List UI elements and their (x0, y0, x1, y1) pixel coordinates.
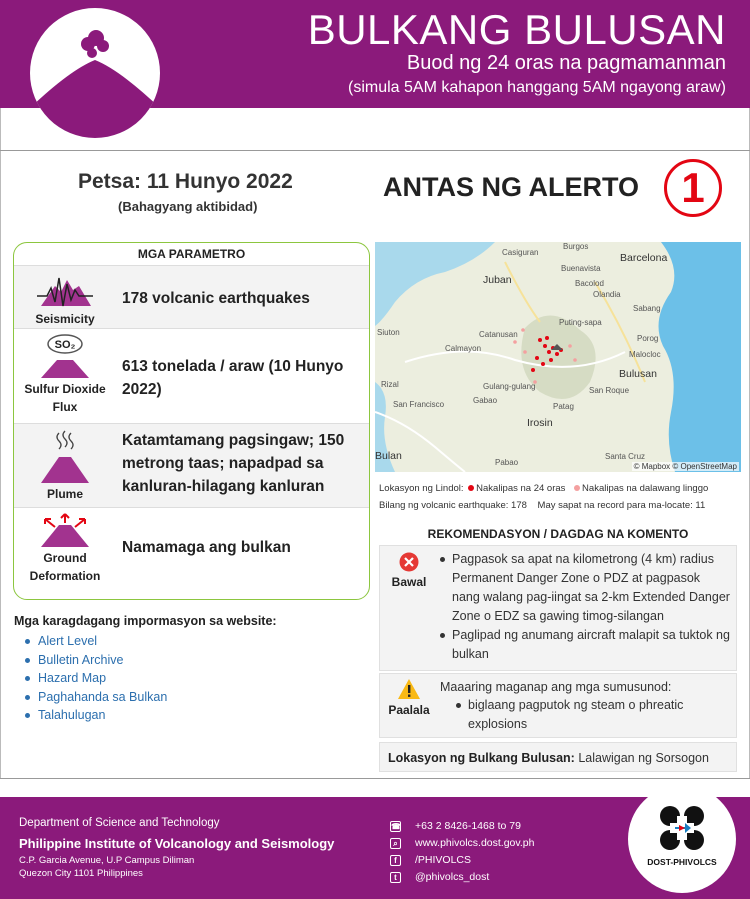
legend-recent-dot (468, 485, 474, 491)
volcano-logo-icon (30, 8, 160, 138)
map-town: Gulang-gulang (483, 382, 536, 391)
link-hazard-map[interactable]: Hazard Map (24, 669, 167, 688)
legend-recent: Nakalipas na 24 oras (476, 483, 566, 494)
sulfur-dioxide-icon (35, 334, 95, 380)
activity-level: (Bahagyang aktibidad) (118, 199, 258, 214)
parameter-label: Ground Deformation (29, 551, 101, 583)
dost-logo-label: DOST-PHIVOLCS (647, 857, 717, 867)
warning-icon (397, 678, 421, 700)
parameters-panel (13, 242, 370, 600)
alert-level-label: ANTAS NG ALERTO (383, 172, 639, 202)
legend-older-dot (574, 485, 580, 491)
bulletin-date: Petsa: 11 Hunyo 2022 (78, 170, 293, 193)
seismicity-icon (35, 272, 95, 310)
map-town: Irosin (527, 417, 553, 429)
web-search-icon: ⌕ (390, 838, 401, 849)
map-town: Buenavista (561, 264, 601, 273)
map-town: Bulan (375, 450, 402, 462)
parameters-title: MGA PARAMETRO (137, 247, 246, 261)
footer-institute: Philippine Institute of Volcanology and Seismology (19, 836, 335, 851)
link-alert-level[interactable]: Alert Level (24, 632, 167, 651)
footer-website[interactable]: ⌕ www.phivolcs.dost.gov.ph (390, 837, 534, 849)
link-talahulugan[interactable]: Talahulugan (24, 706, 167, 725)
map-town: Siuton (377, 328, 400, 337)
recommendations-title: REKOMENDASYON / DAGDAG NA KOMENTO (427, 527, 689, 541)
map-town: Pabao (495, 458, 519, 467)
footer-facebook[interactable]: f /PHIVOLCS (390, 854, 471, 866)
map-town: Rizal (381, 380, 399, 389)
quake-count-text: Bilang ng volcanic earthquake: 178 (379, 500, 527, 511)
ground-deformation-icon (35, 513, 95, 549)
footer-department: Department of Science and Technology (19, 817, 220, 829)
parameter-label: Plume (46, 487, 83, 501)
bawal-list (440, 550, 730, 664)
legend-older: Nakalipas na dalawang linggo (582, 483, 709, 494)
earthquake-map[interactable] (375, 242, 741, 472)
location-value: Lalawigan ng Sorsogon (578, 751, 709, 765)
map-town: Barcelona (620, 252, 668, 264)
earthquake-count (379, 500, 705, 511)
bulletin-subtitle: Buod ng 24 oras na pagmamanman (406, 52, 726, 74)
parameter-row-seismicity (14, 265, 369, 328)
parameter-value: 613 tonelada / araw (10 Hunyo 2022) (122, 358, 344, 398)
map-town: Juban (483, 274, 512, 286)
map-town: Sabang (633, 304, 661, 313)
paalala-box (379, 673, 737, 738)
bawal-item: Paglipad ng anumang aircraft malapit sa tuktok ng bulkan (440, 626, 730, 664)
parameter-row-ground-deformation (14, 507, 369, 600)
map-town: Casiguran (502, 248, 539, 257)
so2-icon-text: SO₂ (54, 339, 76, 351)
footer-twitter[interactable]: t @phivolcs_dost (390, 871, 489, 883)
more-info-title: Mga karagdagang impormasyon sa website: (14, 614, 277, 628)
map-town: Patag (553, 402, 574, 411)
map-town: Calmayon (445, 344, 482, 353)
link-paghahanda[interactable]: Paghahanda sa Bulkan (24, 688, 167, 707)
header-divider (0, 150, 750, 151)
map-town: Porog (637, 334, 659, 343)
footer-address-line1: C.P. Garcia Avenue, U.P Campus Diliman (19, 855, 195, 866)
map-town: Olandia (593, 290, 621, 299)
prohibited-icon (399, 552, 419, 572)
location-label: Lokasyon ng Bulkang Bulusan: (388, 751, 575, 765)
dost-phivolcs-logo (628, 785, 736, 893)
map-town: Bulusan (619, 368, 657, 380)
paalala-item: biglaang pagputok ng steam o phreatic explosions (456, 696, 726, 734)
legend-title: Lokasyon ng Lindol: (379, 483, 464, 494)
map-town: Gabao (473, 396, 498, 405)
parameter-row-plume (14, 423, 369, 507)
located-count-text: May sapat na record para ma-locate: 11 (537, 500, 706, 511)
map-town: Bacolod (575, 279, 604, 288)
parameter-value: 178 volcanic earthquakes (122, 290, 310, 307)
map-attribution[interactable]: © Mapbox © OpenStreetMap (633, 462, 737, 471)
map-town: Burgos (563, 242, 589, 251)
link-bulletin-archive[interactable]: Bulletin Archive (24, 651, 167, 670)
alert-level-badge: 1 (664, 159, 722, 217)
volcano-name: BULKANG BULUSAN (307, 6, 726, 53)
paalala-list (456, 696, 726, 734)
phone-icon: ☎ (391, 821, 401, 831)
dost-logo-icon (657, 803, 707, 853)
paalala-label: Paalala (388, 703, 430, 717)
footer-divider (0, 778, 750, 779)
parameter-label: Sulfur Dioxide Flux (24, 382, 106, 414)
footer-phone[interactable]: ☎ +63 2 8426-1468 to 79 (391, 820, 521, 832)
bawal-label: Bawal (391, 575, 427, 589)
map-town: Puting-sapa (559, 318, 602, 327)
paalala-intro: Maaaring maganap ang mga sumusunod: (440, 680, 672, 694)
website-links (24, 632, 167, 725)
map-town: Catanusan (479, 330, 518, 339)
parameter-label: Seismicity (35, 312, 95, 326)
map-town: Santa Cruz (605, 452, 646, 461)
parameter-row-sulfur-dioxide (14, 328, 369, 423)
bawal-box (379, 545, 737, 671)
bulletin-period: (simula 5AM kahapon hanggang 5AM ngayong araw) (347, 79, 726, 96)
map-legend (379, 483, 708, 494)
map-terrain (375, 242, 741, 472)
volcano-location (379, 742, 737, 772)
map-town: Malocloc (629, 350, 661, 359)
map-town: San Roque (589, 386, 630, 395)
plume-icon (35, 429, 95, 485)
parameter-value: Namamaga ang bulkan (122, 539, 291, 556)
parameter-value: Katamtamang pagsingaw; 150 metrong taas; napadpad sa kanluran-hilagang kanluran (122, 432, 345, 495)
twitter-icon: t (390, 872, 401, 883)
facebook-icon: f (390, 855, 401, 866)
footer-address-line2: Quezon City 1101 Philippines (19, 868, 143, 879)
bawal-item: Pagpasok sa apat na kilometrong (4 km) radius Permanent Danger Zone o PDZ at pagpasok nang walang pag-iingat sa 2-km Extended Danger Zone o EDZ sa gawing timog-silangan (440, 550, 730, 626)
map-town: San Francisco (393, 400, 445, 409)
